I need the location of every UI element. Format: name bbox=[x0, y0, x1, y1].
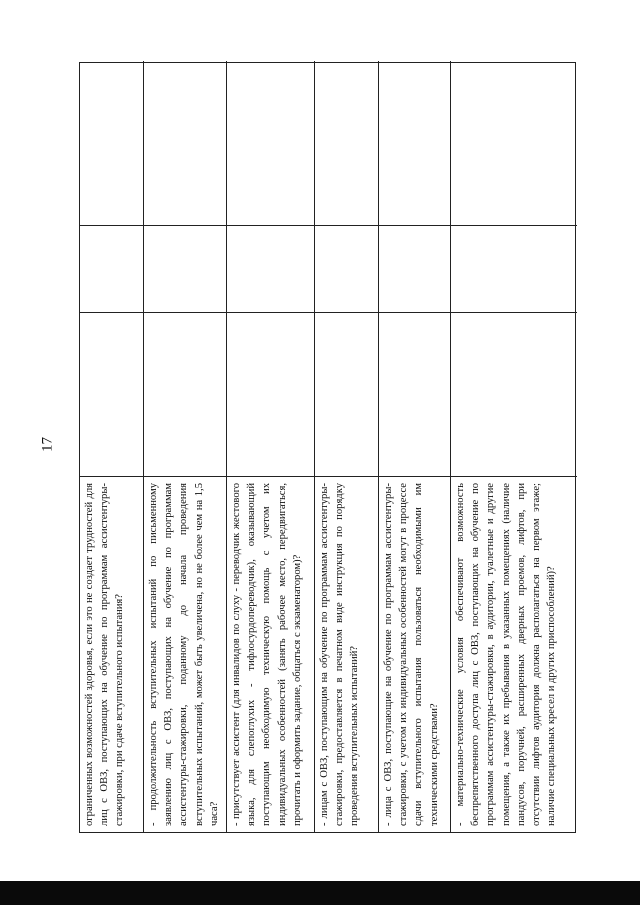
table-cell-empty bbox=[80, 61, 143, 225]
table-cell-empty bbox=[227, 61, 314, 225]
table-cell-text: ограниченных возможностей здоровья, если это не создает трудностей для лиц с ОВЗ, поступающих на обучение по программам ассистентуры-стажировки, при сдаче вступительного испытания? bbox=[80, 476, 143, 832]
table-row bbox=[314, 61, 378, 832]
table-cell-text: - продолжительность вступительных испытаний по письменному заявлению лиц с ОВЗ, поступающих на обучение по программам ассистентуры-стажировки, поданному до начала проведения вступительных испытаний, может быть увеличена, но не более чем на 1,5 часа? bbox=[144, 476, 226, 832]
table-cell-empty bbox=[144, 312, 226, 476]
table-cell-text: - присутствует ассистент (для инвалидов по слуху - переводчик жестового языка, для слепоглухих - тифлосурдопереводчик), оказывающий поступающим необходимую техническую помощь с учетом их индивидуальных особенностей (занять рабочее место, передвигаться, прочитать и оформить задание, общаться с экзаменатором)? bbox=[227, 476, 314, 832]
table-row bbox=[450, 61, 577, 832]
table-cell-empty bbox=[227, 312, 314, 476]
table-cell-empty bbox=[80, 312, 143, 476]
scan-bottom-edge bbox=[0, 881, 640, 905]
table-cell-empty bbox=[451, 312, 577, 476]
table-cell-empty bbox=[315, 312, 378, 476]
table-cell-text: - лицам с ОВЗ, поступающим на обучение по программам ассистентуры-стажировки, предоставляется в печатном виде инструкция по порядку проведения вступительных испытаний? bbox=[315, 476, 378, 832]
table-cell-text: - лица с ОВЗ, поступающие на обучение по программам ассистентуры-стажировки, с учетом их индивидуальных особенностей могут в процессе сдачи вступительного испытания пользоваться необходимыми им техническими средствами? bbox=[379, 476, 450, 832]
table-cell-empty bbox=[379, 225, 450, 312]
page-number: 17 bbox=[39, 437, 56, 452]
table-cell-empty bbox=[144, 61, 226, 225]
table-row bbox=[378, 61, 450, 832]
table-cell-empty bbox=[315, 225, 378, 312]
table-cell-empty bbox=[227, 225, 314, 312]
table-row bbox=[226, 61, 314, 832]
document-table bbox=[79, 62, 576, 833]
document-table-wrapper bbox=[79, 62, 576, 833]
table-cell-text: - материально-технические условия обеспечивают возможность беспрепятственного доступа лиц с ОВЗ, поступающих на обучение по программам ассистентуры-стажировки, в аудитории, туалетные и другие помещения, а также их пребывания в указанных помещениях (наличие пандусов, поручней, расширенных дверных проемов, лифтов, при отсутствии лифтов аудитория должна располагаться на первом этаже; наличие специальных кресел и других приспособлений)? bbox=[451, 476, 577, 832]
table-cell-empty bbox=[379, 61, 450, 225]
table-cell-empty bbox=[144, 225, 226, 312]
table-row bbox=[80, 61, 143, 832]
table-cell-empty bbox=[451, 225, 577, 312]
table-cell-empty bbox=[379, 312, 450, 476]
table-cell-empty bbox=[80, 225, 143, 312]
table-cell-empty bbox=[451, 61, 577, 225]
table-cell-empty bbox=[315, 61, 378, 225]
table-row bbox=[143, 61, 226, 832]
